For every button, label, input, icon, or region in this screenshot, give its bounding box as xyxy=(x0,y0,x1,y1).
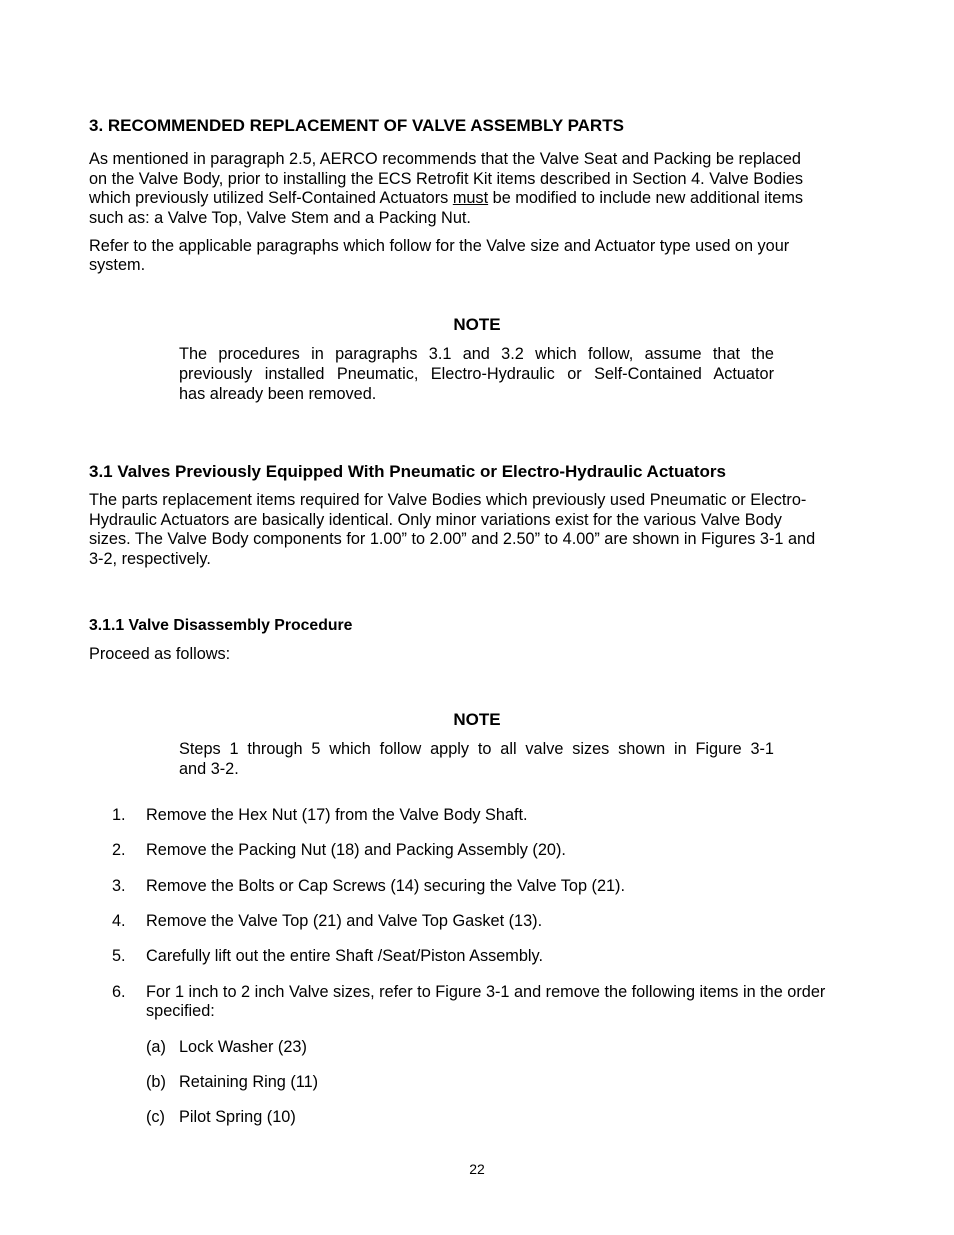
intro-text: Proceed as follows: xyxy=(89,645,231,663)
step-text: For 1 inch to 2 inch Valve sizes, refer to Figure 3-1 and remove the following items in the order xyxy=(146,983,826,1001)
substep-label: (a) xyxy=(146,1038,166,1056)
step-text: Remove the Packing Nut (18) and Packing Assembly (20). xyxy=(146,841,566,859)
substep-text: Retaining Ring (11) xyxy=(179,1073,319,1091)
text-line: on the Valve Body, prior to installing the ECS Retrofit Kit items described in Section 4. Valve Bodies xyxy=(89,170,804,188)
section-3-heading: 3. RECOMMENDED REPLACEMENT OF VALVE ASSEMBLY PARTS xyxy=(89,116,624,135)
note-title: NOTE xyxy=(453,315,501,334)
text-line xyxy=(89,188,803,208)
step-text: Carefully lift out the entire Shaft /Seat/Piston Assembly. xyxy=(146,947,543,965)
step-number: 6. xyxy=(112,983,126,1001)
text-span: be modified to include new additional items xyxy=(488,189,804,207)
substep-label: (b) xyxy=(146,1073,166,1091)
text-line: 3-2, respectively. xyxy=(89,550,211,568)
substep-label: (c) xyxy=(146,1108,165,1126)
step-text: Remove the Hex Nut (17) from the Valve Body Shaft. xyxy=(146,806,528,824)
step-number: 1. xyxy=(112,806,126,824)
note-title: NOTE xyxy=(453,710,501,729)
step-number: 5. xyxy=(112,947,126,965)
note-line: The procedures in paragraphs 3.1 and 3.2 which follow, assume that the xyxy=(179,345,774,363)
page-number: 22 xyxy=(469,1161,485,1177)
step-text: Remove the Valve Top (21) and Valve Top Gasket (13). xyxy=(146,912,543,930)
step-text: specified: xyxy=(146,1002,215,1020)
section-3-1-1-heading: 3.1.1 Valve Disassembly Procedure xyxy=(89,617,353,634)
section-3-1-heading: 3.1 Valves Previously Equipped With Pneumatic or Electro-Hydraulic Actuators xyxy=(89,462,726,481)
step-number: 4. xyxy=(112,912,126,930)
text-line: Hydraulic Actuators are basically identical. Only minor variations exist for the various Valve Body xyxy=(89,511,782,529)
step-text: Remove the Bolts or Cap Screws (14) securing the Valve Top (21). xyxy=(146,877,626,895)
text-line: sizes. The Valve Body components for 1.00” to 2.00” and 2.50” to 4.00” are shown in Figures 3-1 and xyxy=(89,530,816,548)
text-line: such as: a Valve Top, Valve Stem and a Packing Nut. xyxy=(89,209,471,227)
step-number: 2. xyxy=(112,841,126,859)
substep-text: Lock Washer (23) xyxy=(179,1038,307,1056)
text-span: which previously utilized Self-Contained Actuators xyxy=(89,189,453,207)
text-line: The parts replacement items required for Valve Bodies which previously used Pneumatic or Electro- xyxy=(89,491,807,509)
underlined-word: must xyxy=(452,189,489,207)
note-line: Steps 1 through 5 which follow apply to all valve sizes shown in Figure 3-1 xyxy=(179,740,774,758)
text-line: Refer to the applicable paragraphs which follow for the Valve size and Actuator type used on your xyxy=(89,237,790,255)
note-line: has already been removed. xyxy=(179,385,377,403)
note-line: and 3-2. xyxy=(179,760,239,778)
text-line: system. xyxy=(89,256,146,274)
step-number: 3. xyxy=(112,877,126,895)
note-line: previously installed Pneumatic, Electro-Hydraulic or Self-Contained Actuator xyxy=(179,365,774,383)
text-line: As mentioned in paragraph 2.5, AERCO recommends that the Valve Seat and Packing be replaced xyxy=(89,150,801,168)
substep-text: Pilot Spring (10) xyxy=(179,1108,296,1126)
